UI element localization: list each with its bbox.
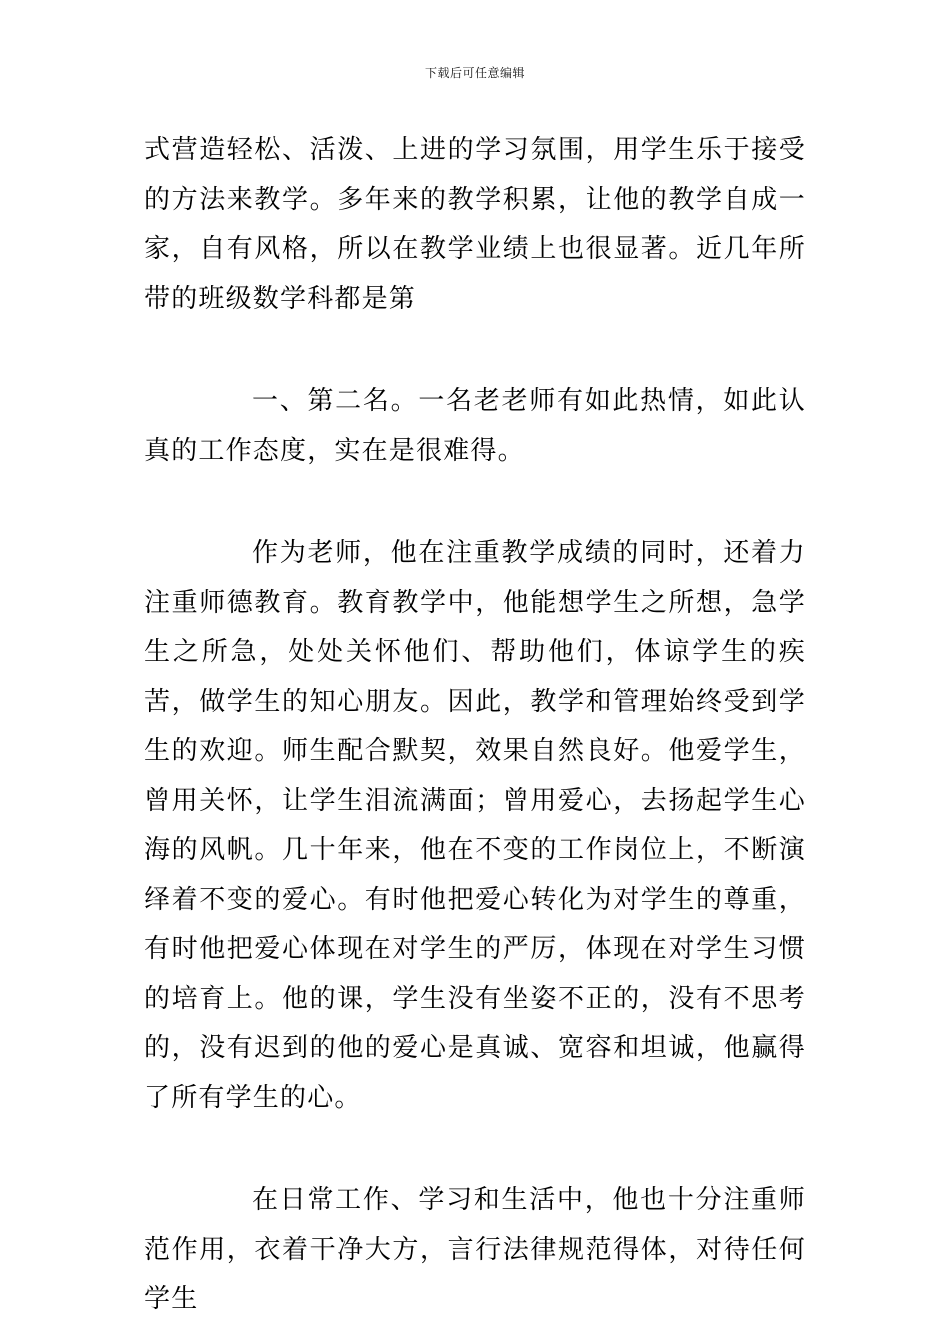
document-body xyxy=(144,126,806,1325)
paragraph-4: 在日常工作、学习和生活中，他也十分注重师范作用，衣着干净大方，言行法律规范得体，对待任何学生 xyxy=(144,1185,806,1314)
paragraph-2: 一、第二名。一名老老师有如此热情，如此认真的工作态度，实在是很难得。 xyxy=(144,386,806,466)
paragraph-3: 作为老师，他在注重教学成绩的同时，还着力注重师德教育。教育教学中，他能想学生之所想，急学生之所急，处处关怀他们、帮助他们，体谅学生的疾苦，做学生的知心朋友。因此，教学和管理始终受到学生的欢迎。师生配合默契，效果自然良好。他爱学生，曾用关怀，让学生泪流满面；曾用爱心，去扬起学生心海的风帆。几十年来，他在不变的工作岗位上，不断演绎着不变的爱心。有时他把爱心转化为对学生的尊重，有时他把爱心体现在对学生的严厉，体现在对学生习惯的培育上。他的课，学生没有坐姿不正的，没有不思考的，没有迟到的他的爱心是真诚、宽容和坦诚，他赢得了所有学生的心。 xyxy=(144,538,806,1113)
paragraph-1: 式营造轻松、活泼、上进的学习氛围，用学生乐于接受的方法来教学。多年来的教学积累，让他的教学自成一家，自有风格，所以在教学业绩上也很显著。近几年所带的班级数学科都是第 xyxy=(144,135,806,314)
page-header: 下载后可任意编辑 xyxy=(424,66,525,80)
